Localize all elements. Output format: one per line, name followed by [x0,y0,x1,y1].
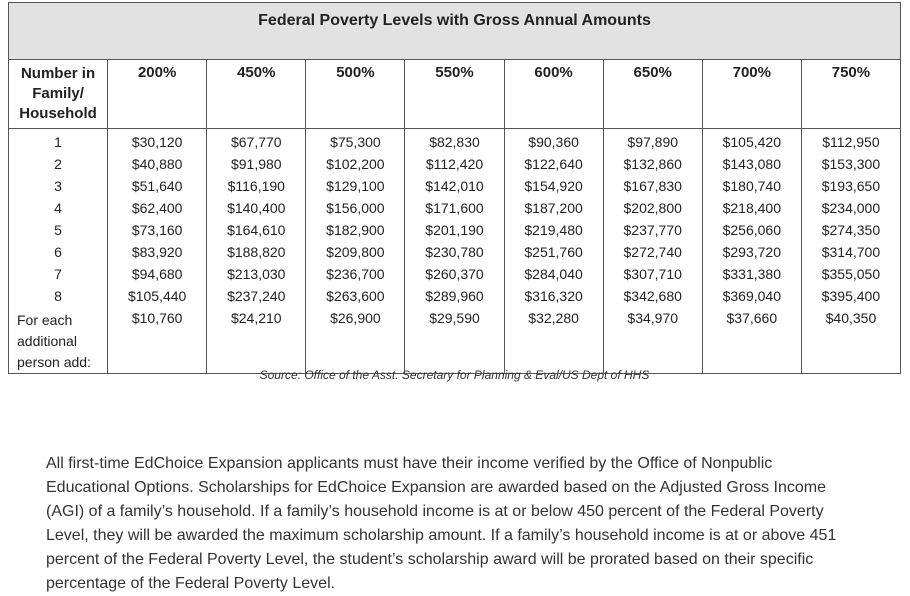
amount-cell: $180,740 [702,175,801,197]
household-size-cell: 2 [9,153,108,175]
household-size-cell: 5 [9,219,108,241]
amount-cell: $122,640 [504,153,603,175]
amount-cell: $40,880 [108,153,207,175]
amount-cell: $132,860 [603,153,702,175]
amount-cell: $316,320 [504,285,603,307]
amount-cell: $156,000 [306,197,405,219]
poverty-level-table [8,2,901,374]
amount-cell: $201,190 [405,219,504,241]
amount-cell: $202,800 [603,197,702,219]
amount-cell: $67,770 [207,129,306,154]
amount-cell: $395,400 [801,285,900,307]
amount-cell: $289,960 [405,285,504,307]
amount-cell: $274,350 [801,219,900,241]
poverty-level-table-container [8,2,901,382]
amount-cell: $97,890 [603,129,702,154]
amount-cell: $219,480 [504,219,603,241]
amount-cell: $164,610 [207,219,306,241]
household-size-cell: 3 [9,175,108,197]
table-row [9,175,901,197]
amount-cell: $116,190 [207,175,306,197]
amount-cell: $237,240 [207,285,306,307]
household-size-cell: 6 [9,241,108,263]
header-750: 750% [801,60,900,129]
additional-person-row [9,307,901,374]
label-line: person add: [17,354,91,370]
table-row [9,129,901,154]
amount-cell: $209,800 [306,241,405,263]
additional-person-label [9,307,108,374]
amount-cell: $218,400 [702,197,801,219]
amount-cell: $213,030 [207,263,306,285]
amount-cell: $73,160 [108,219,207,241]
amount-cell: $342,680 [603,285,702,307]
amount-cell: $171,600 [405,197,504,219]
amount-cell: $193,650 [801,175,900,197]
header-200: 200% [108,60,207,129]
table-row [9,197,901,219]
table-row [9,153,901,175]
amount-cell: $24,210 [207,307,306,374]
amount-cell: $256,060 [702,219,801,241]
header-700: 700% [702,60,801,129]
amount-cell: $105,420 [702,129,801,154]
column-header-row [9,60,901,129]
amount-cell: $51,640 [108,175,207,197]
household-size-cell: 7 [9,263,108,285]
household-size-cell: 8 [9,285,108,307]
amount-cell: $355,050 [801,263,900,285]
amount-cell: $263,600 [306,285,405,307]
amount-cell: $37,660 [702,307,801,374]
amount-cell: $230,780 [405,241,504,263]
amount-cell: $105,440 [108,285,207,307]
amount-cell: $62,400 [108,197,207,219]
amount-cell: $83,920 [108,241,207,263]
amount-cell: $293,720 [702,241,801,263]
header-line: Number in [20,65,96,82]
header-500: 500% [306,60,405,129]
header-550: 550% [405,60,504,129]
amount-cell: $142,010 [405,175,504,197]
amount-cell: $260,370 [405,263,504,285]
header-line: Household [19,105,97,122]
amount-cell: $272,740 [603,241,702,263]
amount-cell: $167,830 [603,175,702,197]
amount-cell: $26,900 [306,307,405,374]
amount-cell: $314,700 [801,241,900,263]
amount-cell: $112,420 [405,153,504,175]
household-size-cell: 4 [9,197,108,219]
header-650: 650% [603,60,702,129]
label-line: For each [17,312,73,328]
header-450: 450% [207,60,306,129]
amount-cell: $91,980 [207,153,306,175]
table-row [9,263,901,285]
info-paragraph: All first-time EdChoice Expansion applicants must have their income verified by the Office of Nonpublic Educational Options. Scholarships for EdChoice Expansion are awarded based on the Adjusted Gross Income (AGI) of a family’s household. If a family’s household income is at or below 450 percent of the Federal Poverty Level, they will be awarded the maximum scholarship amount. If a family’s household income is at or above 451 percent of the Federal Poverty Level, the student’s scholarship award will be prorated based on their specific percentage of the Federal Poverty Level. [46,455,837,592]
label-line: additional [17,333,77,349]
amount-cell: $143,080 [702,153,801,175]
amount-cell: $237,770 [603,219,702,241]
amount-cell: $307,710 [603,263,702,285]
amount-cell: $10,760 [108,307,207,374]
source-note: Source: Office of the Asst. Secretary for Planning & Eval/US Dept of HHS [259,368,650,382]
table-row [9,285,901,307]
amount-cell: $90,360 [504,129,603,154]
amount-cell: $82,830 [405,129,504,154]
amount-cell: $182,900 [306,219,405,241]
amount-cell: $112,950 [801,129,900,154]
amount-cell: $369,040 [702,285,801,307]
amount-cell: $102,200 [306,153,405,175]
amount-cell: $251,760 [504,241,603,263]
header-line: Family/ [32,85,84,102]
header-600: 600% [504,60,603,129]
amount-cell: $331,380 [702,263,801,285]
amount-cell: $129,100 [306,175,405,197]
table-row [9,219,901,241]
amount-cell: $75,300 [306,129,405,154]
amount-cell: $30,120 [108,129,207,154]
amount-cell: $32,280 [504,307,603,374]
household-size-cell: 1 [9,129,108,154]
amount-cell: $29,590 [405,307,504,374]
amount-cell: $94,680 [108,263,207,285]
table-row [9,241,901,263]
amount-cell: $234,000 [801,197,900,219]
amount-cell: $187,200 [504,197,603,219]
header-household-size [9,60,108,129]
amount-cell: $140,400 [207,197,306,219]
amount-cell: $153,300 [801,153,900,175]
amount-cell: $236,700 [306,263,405,285]
amount-cell: $34,970 [603,307,702,374]
amount-cell: $284,040 [504,263,603,285]
amount-cell: $188,820 [207,241,306,263]
amount-cell: $154,920 [504,175,603,197]
amount-cell: $40,350 [801,307,900,374]
table-title: Federal Poverty Levels with Gross Annual Amounts [9,3,901,60]
